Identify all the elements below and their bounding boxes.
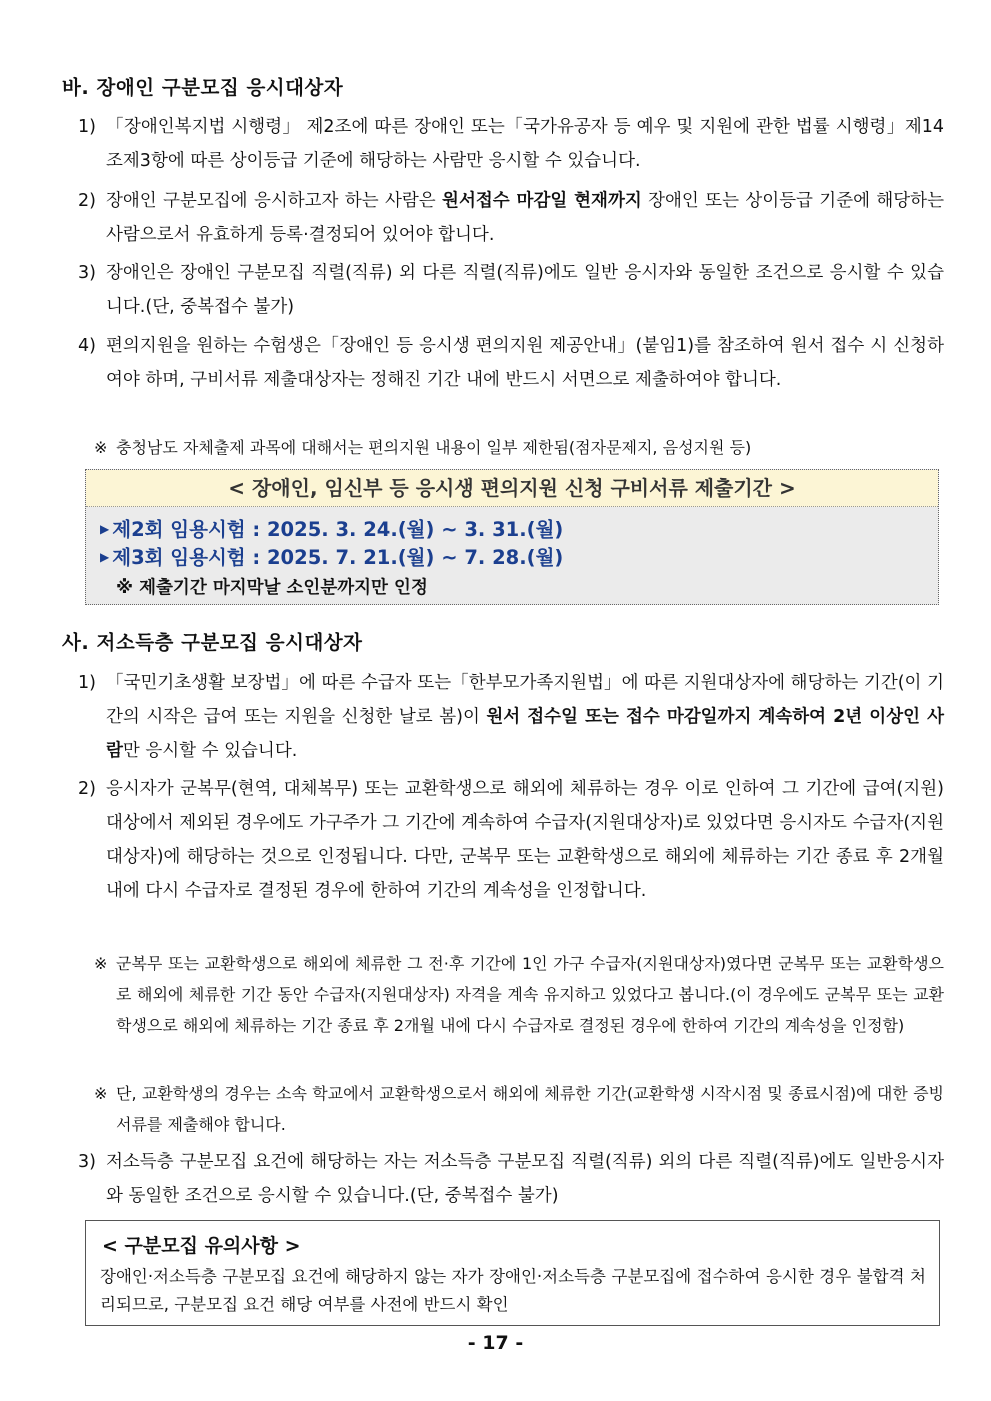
triangle-right-icon: ▶: [100, 522, 110, 536]
item-number: 3): [78, 1152, 96, 1172]
item-number: 3): [78, 263, 96, 283]
note-text: 군복무 또는 교환학생으로 해외에 체류한 그 전·후 기간에 1인 가구 수급자(지원대상자)였다면 군복무 또는 교환학생으로 해외에 체류한 기간 동안 수급자(지원대상자) 자격을 계속 유지하고 있었다고 봅니다.(이 경우에도 군복무 또는 교환학생으로 해외에 체류하는 기간 종료 후 2개월 내에 다시 수급자로 결정된 경우에 한하여 기간의 계속성을 인정함): [116, 954, 944, 1035]
list-item: [78, 110, 944, 178]
list-item: [78, 184, 944, 252]
deadline-line: [100, 542, 563, 570]
item-number: 2): [78, 191, 96, 211]
item-text: 편의지원을 원하는 수험생은「장애인 등 응시생 편의지원 제공안내」(붙임1)를 참조하여 원서 접수 시 신청하여야 하며, 구비서류 제출대상자는 정해진 기간 내에 반드시 서면으로 제출하여야 합니다.: [106, 336, 944, 390]
item-text-part: 장애인 또는 상이등급 기준에 해당하는 사람으로서 유효하게 등록·결정되어 있어야 합니다.: [106, 191, 944, 245]
section-heading-low-income: 사. 저소득층 구분모집 응시대상자: [62, 631, 363, 654]
deadline-warning: ※ 제출기간 마지막날 소인분까지만 인정: [116, 578, 428, 598]
note: [94, 432, 944, 463]
note-mark: ※: [94, 954, 108, 973]
list-item: [78, 772, 944, 908]
item-number: 2): [78, 779, 96, 799]
note: [94, 1078, 944, 1140]
item-text: 「장애인복지법 시행령」 제2조에 따른 장애인 또는「국가유공자 등 예우 및 지원에 관한 법률 시행령」제14조제3항에 따른 상이등급 기준에 해당하는 사람만 응시할 수 있습니다.: [106, 117, 944, 171]
item-text: 응시자가 군복무(현역, 대체복무) 또는 교환학생으로 해외에 체류하는 경우 이로 인하여 그 기간에 급여(지원) 대상에서 제외된 경우에도 가구주가 그 기간에 계속하여 수급자(지원대상자)로 있었다면 응시자도 수급자(지원대상자)에 해당하는 것으로 인정됩니다. 다만, 군복무 또는 교환학생으로 해외에 체류하는 기간 종료 후 2개월 내에 다시 수급자로 결정된 경우에 한하여 기간의 계속성을 인정합니다.: [106, 779, 944, 901]
note-text: 충청남도 자체출제 과목에 대해서는 편의지원 내용이 일부 제한됨(점자문제지, 음성지원 등): [116, 438, 752, 457]
caution-box: [85, 1220, 940, 1326]
list-item: [78, 329, 944, 397]
item-number: 1): [78, 673, 96, 693]
list-item: [78, 1145, 944, 1213]
note-mark: ※: [94, 438, 108, 457]
item-text-part: 「국민기초생활 보장법」에 따른 수급자 또는「한부모가족지원법」에 따른 지원대상자에 해당하는 기간(이 기간의 시작은 급여 또는 지원을 신청한 날로 봄)이: [106, 673, 944, 727]
note: [94, 948, 944, 1041]
deadline-text: 제3회 임용시험 : 2025. 7. 21.(월) ~ 7. 28.(월): [112, 546, 564, 569]
triangle-right-icon: ▶: [100, 550, 110, 564]
item-text: [106, 184, 944, 252]
item-emphasis: 원서 접수일 또는 접수 마감일까지 계속하여 2년 이상인 사람: [106, 707, 944, 761]
item-number: 1): [78, 117, 96, 137]
deadline-text: 제2회 임용시험 : 2025. 3. 24.(월) ~ 3. 31.(월): [112, 518, 564, 541]
caution-box-text: 장애인·저소득층 구분모집 요건에 해당하지 않는 자가 장애인·저소득층 구분모집에 접수하여 응시한 경우 불합격 처리되므로, 구분모집 요건 해당 여부를 사전에 반드시 확인: [100, 1267, 926, 1314]
item-text: 장애인은 장애인 구분모집 직렬(직류) 외 다른 직렬(직류)에도 일반 응시자와 동일한 조건으로 응시할 수 있습니다.(단, 중복접수 불가): [106, 263, 944, 317]
note-mark: ※: [94, 1084, 108, 1103]
deadline-line: [100, 514, 563, 542]
list-item: [78, 256, 944, 324]
note-text: 단, 교환학생의 경우는 소속 학교에서 교환학생으로서 해외에 체류한 기간(교환학생 시작시점 및 종료시점)에 대한 증빙서류를 제출해야 합니다.: [116, 1084, 944, 1134]
item-text: [106, 666, 944, 768]
item-text-part: 만 응시할 수 있습니다.: [122, 741, 298, 761]
list-item: [78, 666, 944, 768]
item-text-part: 장애인 구분모집에 응시하고자 하는 사람은: [106, 191, 443, 211]
item-text: 저소득층 구분모집 요건에 해당하는 자는 저소득층 구분모집 직렬(직류) 외의 다른 직렬(직류)에도 일반응시자와 동일한 조건으로 응시할 수 있습니다.(단, 중복접수 불가): [106, 1152, 944, 1206]
page-number: - 17 -: [467, 1332, 524, 1354]
section-heading-disabled: 바. 장애인 구분모집 응시대상자: [62, 76, 344, 99]
caution-box-title: < 구분모집 유의사항 >: [102, 1235, 301, 1257]
deadline-box: [85, 469, 939, 605]
deadline-box-title: < 장애인, 임신부 등 응시생 편의지원 신청 구비서류 제출기간 >: [86, 470, 938, 507]
item-number: 4): [78, 336, 96, 356]
item-emphasis: 원서접수 마감일 현재까지: [442, 191, 642, 211]
